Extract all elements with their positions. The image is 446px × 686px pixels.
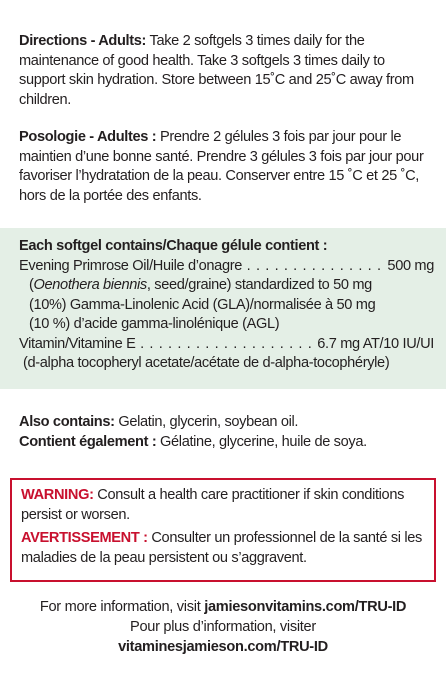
ingredient-name-vitamin-e: Vitamin/Vitamine E . . . <box>19 335 311 355</box>
footer-en <box>0 597 446 617</box>
warning-en <box>21 485 426 525</box>
footer-en-url[interactable]: jamiesonvitamins.com/TRU-ID <box>204 599 407 615</box>
ingredient-amount-vitamin-e: 6.7 mg AT/10 IU/UI <box>317 335 434 352</box>
footer-fr-url[interactable]: vitaminesjamieson.com/TRU-ID <box>118 639 328 655</box>
also-contains-fr-label: Contient également : <box>19 433 157 450</box>
also-contains-en <box>19 413 428 433</box>
ingredients-heading: Each softgel contains/Chaque gélule contient : <box>19 238 328 254</box>
also-contains-fr <box>19 433 428 453</box>
warning-fr-label: AVERTISSEMENT : <box>21 530 148 546</box>
ingredient-amount-primrose: 500 mg <box>387 257 434 274</box>
directions-section <box>0 32 446 110</box>
ingredient-source-vitamin-e: (d-alpha tocopheryl acetate/acétate de d-alpha-tocophéryle) <box>23 355 390 371</box>
directions-text: Take 2 softgels 3 times daily for the maintenance of good health. Take 3 softgels 3 times daily to support skin hydration. Store between 15˚C and 25˚C away from children. <box>19 33 414 108</box>
warning-fr <box>21 528 426 568</box>
also-contains-fr-text: Gélatine, glycerine, huile de soya. <box>156 433 367 450</box>
ingredient-source-primrose: (Oenothera biennis, seed/graine) standardized to 50 mg <box>29 277 372 293</box>
warning-en-text: Consult a health care practitioner if skin conditions persist or worsen. <box>21 487 405 523</box>
ingredient-gla-en: (10%) Gamma-Linolenic Acid (GLA)/normalisée à 50 mg <box>29 296 376 313</box>
footer-fr-prefix: Pour plus d’information, visiter <box>130 619 316 635</box>
directions-paragraph <box>19 32 428 110</box>
latin-name: Oenothera biennis <box>33 277 147 293</box>
primrose-source-rest: , seed/graine) standardized to 50 mg <box>146 277 372 293</box>
ingredient-name-primrose: Evening Primrose Oil/Huile d’onagre . . . <box>19 257 381 277</box>
posologie-paragraph <box>19 128 428 206</box>
ingredient-gla-fr: (10 %) d’acide gamma-linolénique (AGL) <box>29 316 280 332</box>
posologie-label: Posologie - Adultes : <box>19 129 157 145</box>
also-contains-en-text: Gelatin, glycerin, soybean oil. <box>114 414 299 430</box>
warning-fr-text: Consulter un professionnel de la santé si les maladies de la peau persistent ou s’aggravent. <box>21 530 422 566</box>
warning-box <box>10 478 436 582</box>
directions-label: Directions - Adults: <box>19 33 147 49</box>
posologie-text: Prendre 2 gélules 3 fois par jour pour le maintien d’une bonne santé. Prendre 3 gélules 3 fois par jour pour favoriser l’hydratation de la peau. Conserver entre 15 ˚C et 25 ˚C, hors de la portée des enfants. <box>19 129 424 204</box>
also-contains-section <box>0 413 446 452</box>
footer-en-prefix: For more information, visit <box>39 599 205 615</box>
ingredients-panel <box>0 228 446 389</box>
also-contains-en-label: Also contains: <box>19 414 115 430</box>
footer-info <box>0 597 446 657</box>
ingredient-row-primrose <box>19 257 434 277</box>
posologie-section <box>0 128 446 206</box>
warning-en-label: WARNING: <box>21 487 94 503</box>
ingredient-row-vitamin-e <box>19 335 434 355</box>
